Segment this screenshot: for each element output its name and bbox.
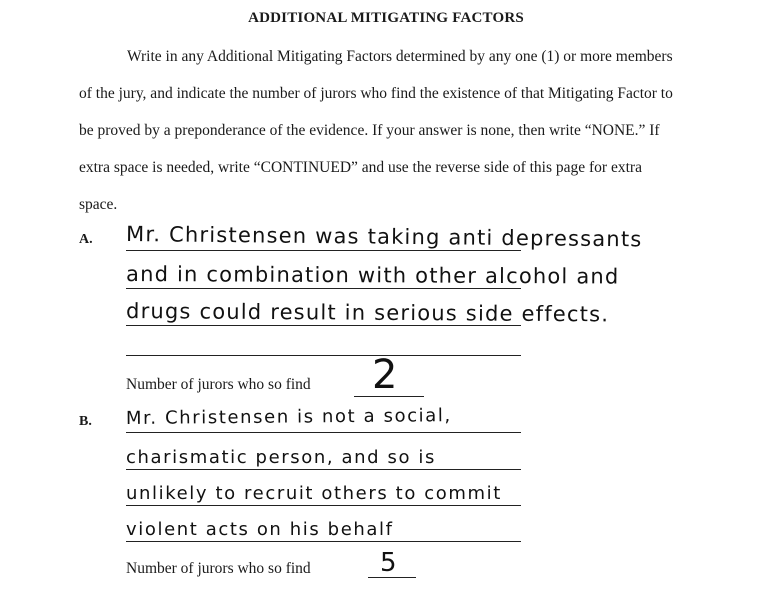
factor-b-answer-rule [126, 505, 521, 506]
factor-a-answer-rule [126, 250, 521, 251]
factor-b-answer-rule [126, 469, 521, 470]
factor-a-answer-rule [126, 325, 521, 326]
factor-b-count-label: Number of jurors who so find [126, 560, 311, 577]
factor-b-handwritten-line: charismatic person, and so is [126, 447, 436, 468]
instruction-line: Write in any Additional Mitigating Factors determined by any one (1) or more members [127, 48, 673, 65]
factor-b-answer-rule [126, 541, 521, 542]
factor-a-answer-rule [126, 355, 521, 356]
instruction-line: of the jury, and indicate the number of jurors who find the existence of that Mitigating Factor to [79, 85, 673, 102]
instruction-line: extra space is needed, write “CONTINUED” and use the reverse side of this page for extra [79, 159, 642, 176]
factor-b-handwritten-line: unlikely to recruit others to commit [126, 483, 502, 504]
factor-b-answer-rule [126, 432, 521, 433]
factor-b-letter: B. [79, 414, 92, 429]
factor-b-juror-count: 5 [380, 548, 397, 578]
factor-a-handwritten-line: Mr. Christensen was taking anti depressants [126, 222, 643, 252]
form-title: ADDITIONAL MITIGATING FACTORS [248, 10, 524, 26]
factor-a-juror-count: 2 [372, 352, 398, 398]
factor-b-handwritten-line: Mr. Christensen is not a social, [125, 405, 452, 429]
instructions-paragraph [79, 38, 719, 223]
factor-a-handwritten-line: drugs could result in serious side effects. [126, 299, 610, 327]
factor-a-letter: A. [79, 232, 93, 247]
factor-b-handwritten-line: violent acts on his behalf [126, 519, 394, 540]
factor-a-handwritten-line: and in combination with other alcohol and [126, 262, 620, 289]
factor-a-count-label: Number of jurors who so find [126, 376, 311, 393]
instruction-line: space. [79, 196, 118, 213]
factor-a-answer-rule [126, 288, 521, 289]
instruction-line: be proved by a preponderance of the evidence. If your answer is none, then write “NONE.” If [79, 122, 660, 139]
